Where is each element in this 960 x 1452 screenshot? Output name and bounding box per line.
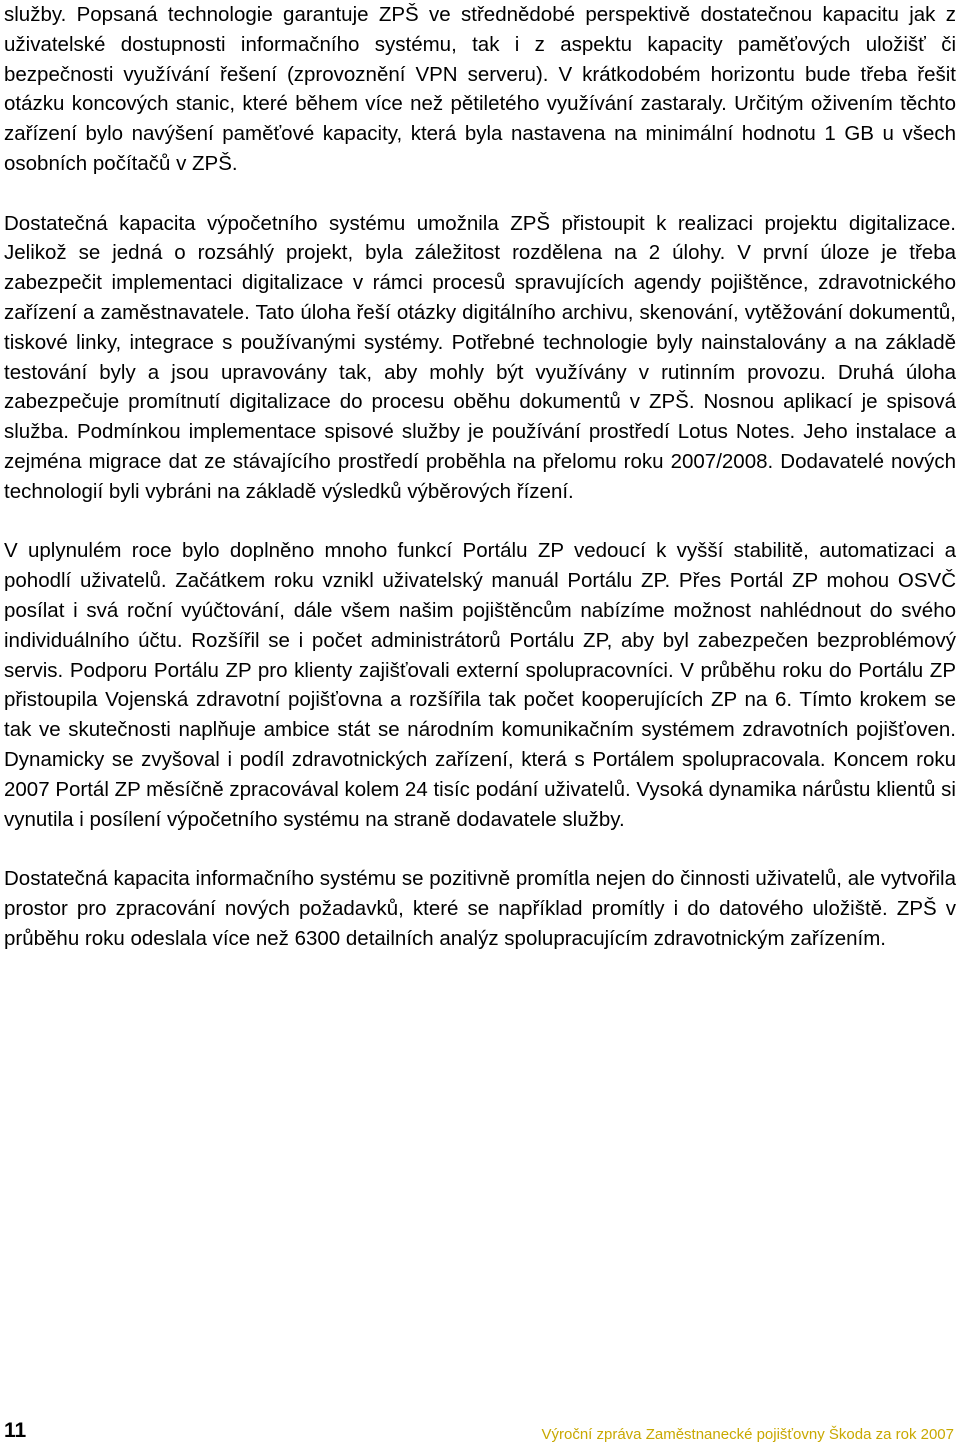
document-body — [4, 0, 956, 954]
paragraph-portal-zp: V uplynulém roce bylo doplněno mnoho funkcí Portálu ZP vedoucí k vyšší stabilitě, automatizaci a pohodlí uživatelů. Začátkem roku vznikl uživatelský manuál Portálu ZP. Přes Portál ZP mohou OSVČ posílat i svá roční vyúčtování, dále všem našim pojištěncům nabízíme možnost nahlédnout do svého individuálního účtu. Rozšířil se i počet administrátorů Portálu ZP, aby byl zabezpečen bezproblémový servis. Podporu Portálu ZP pro klienty zajišťovali externí spolupracovníci. V průběhu roku do Portálu ZP přistoupila Vojenská zdravotní pojišťovna a rozšířila tak počet kooperujících ZP na 6. Tímto krokem se tak ve skutečnosti naplňuje ambice stát se národním komunikačním systémem zdravotních pojišťoven. Dynamicky se zvyšoval i podíl zdravotnických zařízení, která s Portálem spolupracovala. Koncem roku 2007 Portál ZP měsíčně zpracovával kolem 24 tisíc podání uživatelů. Vysoká dynamika nárůstu klientů si vynutila i posílení výpočetního systému na straně dodavatele služby. — [4, 539, 956, 831]
page-number: 11 — [4, 1419, 27, 1442]
paragraph-it-capacity: služby. Popsaná technologie garantuje ZPŠ ve střednědobé perspektivě dostatečnou kapacitu jak z uživatelské dostupnosti informačního systému, tak i z aspektu kapacity paměťových uložišť či bezpečnosti využívání řešení (zprovoznění VPN serveru). V krátkodobém horizontu bude třeba řešit otázku koncových stanic, které během více než pětiletého využívání zastaraly. Určitým oživením těchto zařízení bylo navýšení paměťové kapacity, která byla nastavena na minimální hodnotu 1 GB u všech osobních počítačů v ZPŠ. — [4, 3, 956, 175]
paragraph-system-capacity: Dostatečná kapacita informačního systému se pozitivně promítla nejen do činnosti uživatelů, ale vytvořila prostor pro zpracování nových požadavků, které se například promítly i do datového uložiště. ZPŠ v průběhu roku odeslala více než 6300 detailních analýz spolupracujícím zdravotnickým zařízením. — [4, 867, 956, 950]
report-title-footer: Výroční zpráva Zaměstnanecké pojišťovny Škoda za rok 2007 — [541, 1426, 954, 1443]
paragraph-digitalization: Dostatečná kapacita výpočetního systému umožnila ZPŠ přistoupit k realizaci projektu digitalizace. Jelikož se jedná o rozsáhlý projekt, byla záležitost rozdělena na 2 úlohy. V první úloze je třeba zabezpečit implementaci digitalizace v rámci procesů spravujících agendy pojištěnce, zdravotnického zařízení a zaměstnavatele. Tato úloha řeší otázky digitálního archivu, skenování, vytěžování dokumentů, tiskové linky, integrace s používanými systémy. Potřebné technologie byly nainstalovány a na základě testování byly a jsou upravovány tak, aby mohly být využívány v rutinním provozu. Druhá úloha zabezpečuje promítnutí digitalizace do procesu oběhu dokumentů v ZPŠ. Nosnou aplikací je spisová služba. Podmínkou implementace spisové služby je používání prostředí Lotus Notes. Jeho instalace a zejména migrace dat ze stávajícího prostředí proběhla na přelomu roku 2007/2008. Dodavatelé nových technologií byli vybráni na základě výsledků výběrových řízení. — [4, 211, 956, 503]
